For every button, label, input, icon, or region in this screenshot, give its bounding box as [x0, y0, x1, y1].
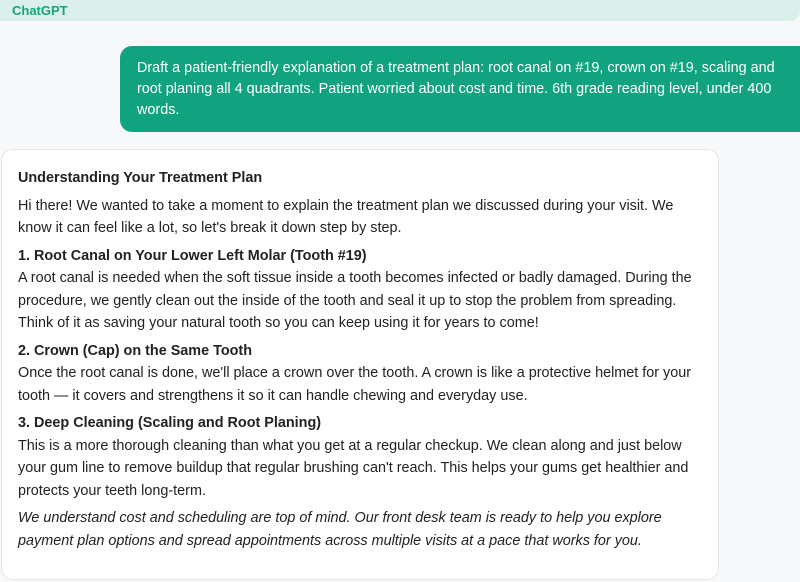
section-body: This is a more thorough cleaning than what you get at a regular checkup. We clean along and just below your gum line to remove buildup that regular brushing can't reach. This helps your gums get healthier and protects your teeth long-term. [18, 437, 689, 499]
assistant-message-card [1, 149, 719, 580]
user-message-bubble [120, 46, 800, 132]
section-heading: 1. Root Canal on Your Lower Left Molar (Tooth #19) [18, 247, 367, 264]
section-crown [18, 340, 702, 408]
section-deep-cleaning [18, 412, 702, 502]
section-heading: 3. Deep Cleaning (Scaling and Root Planing) [18, 415, 322, 431]
section-body: A root canal is needed when the soft tissue inside a tooth becomes infected or badly damaged. During the procedure, we gently clean out the inside of the tooth and seal it up to stop the problem from spreading. Think of it as saving your natural tooth so you can keep using it for years to come! [18, 270, 692, 331]
section-heading: 2. Crown (Cap) on the Same Tooth [18, 342, 252, 359]
response-intro: Hi there! We wanted to take a moment to explain the treatment plan we discussed during your visit. We know it can feel like a lot, so let's break it down step by step. [18, 197, 674, 236]
app-title: ChatGPT [12, 3, 68, 18]
section-body: Once the root canal is done, we'll place a crown over the tooth. A crown is like a protective helmet for your tooth — it covers and strengthens it so it can handle chewing and everyday use. [18, 365, 692, 404]
response-title: Understanding Your Treatment Plan [18, 170, 263, 186]
section-root-canal [18, 245, 702, 335]
app-header [0, 0, 800, 21]
response-closing: We understand cost and scheduling are top of mind. Our front desk team is ready to help you explore payment plan options and spread appointments across multiple visits at a pace that works for you. [18, 510, 662, 549]
user-message-text: Draft a patient-friendly explanation of a treatment plan: root canal on #19, crown on #19, scaling and root planing all 4 quadrants. Patient worried about cost and time. 6th grade reading level, under 400 words. [137, 60, 775, 118]
